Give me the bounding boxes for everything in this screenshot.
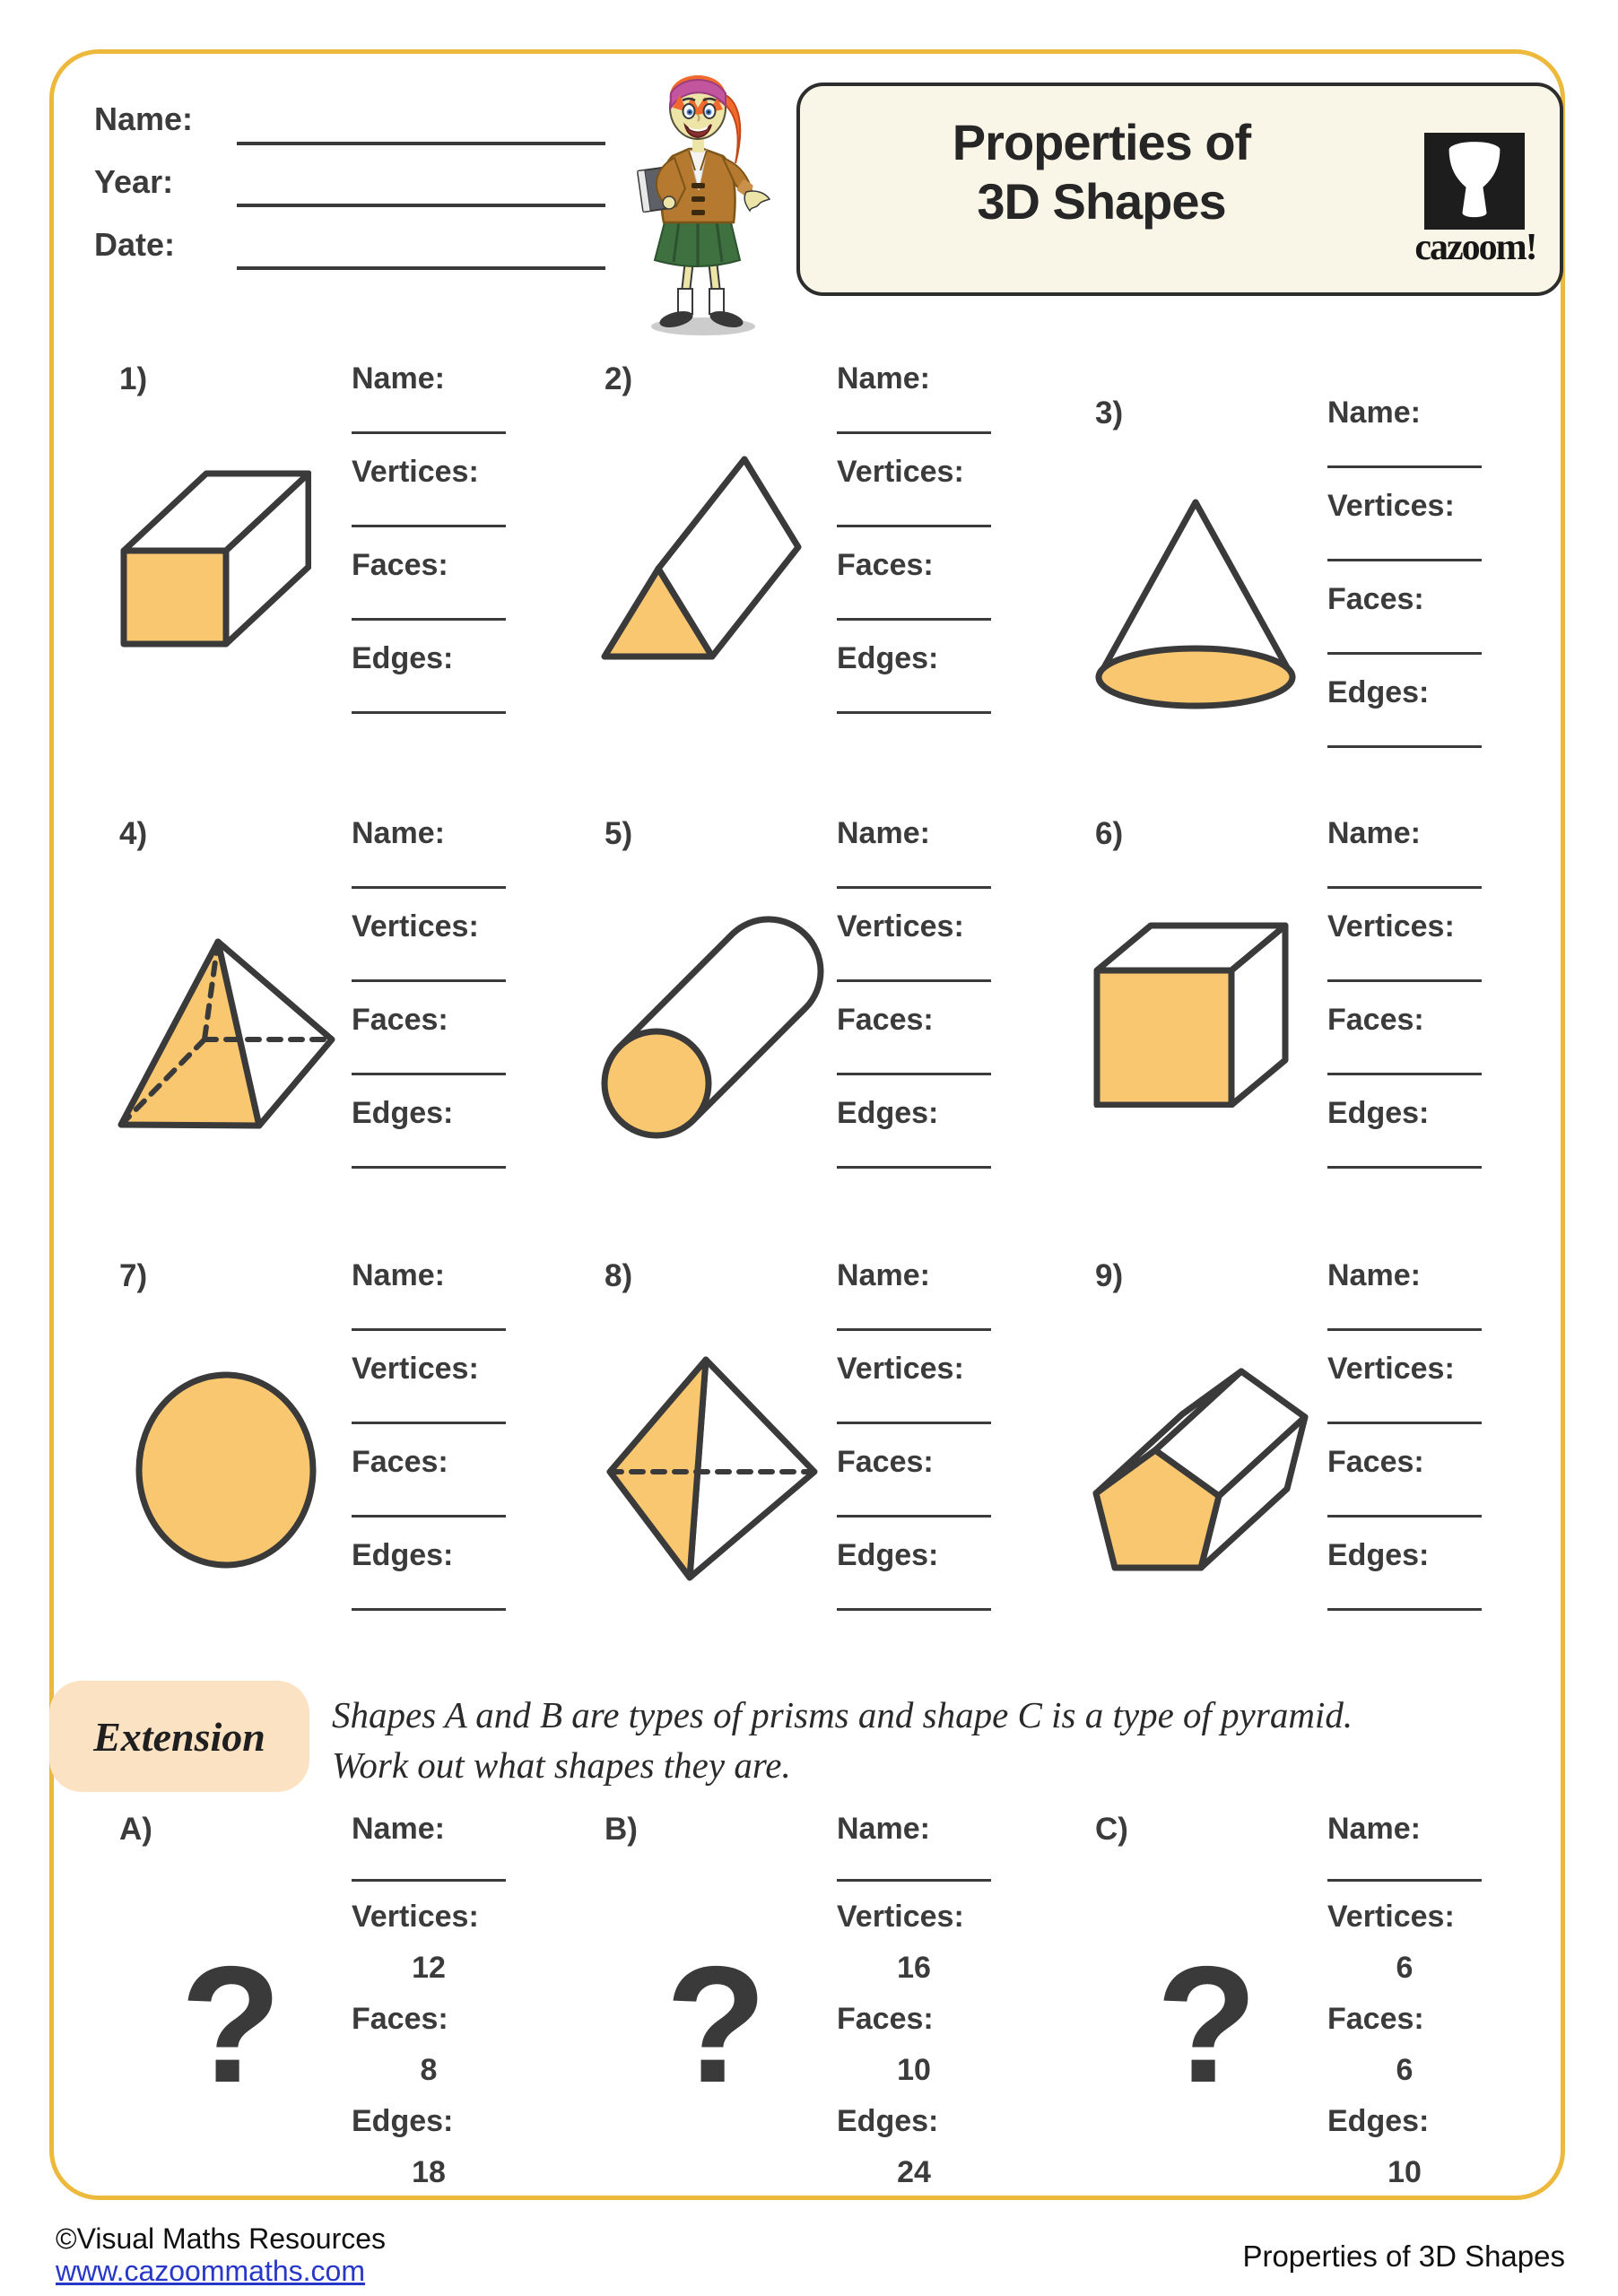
- extension-label: Extension: [93, 1713, 265, 1760]
- faces-label: Faces:: [352, 1003, 448, 1037]
- name-label: Name:: [837, 1258, 930, 1292]
- name-label: Name:: [1327, 816, 1421, 850]
- unknown-shape-symbol: ?: [1155, 1933, 1257, 2118]
- faces-label: Faces:: [837, 1445, 934, 1479]
- vertices-label: Vertices:: [837, 1900, 964, 1934]
- edges-label: Edges:: [1327, 2104, 1430, 2138]
- faces-label: Faces:: [1327, 1445, 1424, 1479]
- question-number: 8): [605, 1258, 633, 1293]
- name-label: Name:: [1327, 1258, 1421, 1292]
- copyright-text: ©Visual Maths Resources: [56, 2222, 387, 2255]
- extension-fields: [1327, 1812, 1482, 2206]
- unknown-shape-symbol: ?: [179, 1933, 282, 2118]
- edges-label: Edges:: [1327, 1538, 1430, 1572]
- faces-label: Faces:: [352, 2002, 448, 2036]
- name-label: Name:: [837, 361, 930, 396]
- edges-value: 18: [412, 2155, 446, 2189]
- vertices-label: Vertices:: [837, 1352, 964, 1386]
- vertices-label: Vertices:: [1327, 489, 1455, 523]
- name-label: Name:: [352, 361, 445, 396]
- faces-value: 10: [897, 2053, 931, 2087]
- unknown-shape-symbol: ?: [665, 1933, 767, 2118]
- name-label: Name:: [1327, 1812, 1421, 1846]
- vertices-label: Vertices:: [1327, 1900, 1455, 1934]
- edges-label: Edges:: [352, 2104, 454, 2138]
- question-number: 3): [1095, 396, 1124, 430]
- faces-value: 6: [1396, 2053, 1414, 2087]
- edges-label: Edges:: [1327, 675, 1430, 709]
- extension-item-number: C): [1095, 1812, 1128, 1847]
- website-link[interactable]: www.cazoommaths.com: [56, 2255, 365, 2287]
- name-label: Name:: [352, 1812, 445, 1846]
- faces-label: Faces:: [352, 548, 448, 582]
- question-number: 7): [119, 1258, 148, 1293]
- vertices-label: Vertices:: [1327, 909, 1455, 944]
- extension-item-number: A): [119, 1812, 152, 1847]
- name-label: Name:: [837, 1812, 930, 1846]
- edges-label: Edges:: [1327, 1096, 1430, 1130]
- vertices-value: 16: [897, 1951, 931, 1985]
- edges-label: Edges:: [352, 1538, 454, 1572]
- faces-value: 8: [420, 2053, 438, 2087]
- vertices-label: Vertices:: [352, 1352, 479, 1386]
- vertices-label: Vertices:: [837, 455, 964, 489]
- answer-line: [1327, 1879, 1482, 1882]
- vertices-label: Vertices:: [352, 909, 479, 944]
- edges-label: Edges:: [837, 2104, 939, 2138]
- cazoom-logo-text: cazoom!: [1414, 227, 1536, 268]
- footer-doc-title: Properties of 3D Shapes: [1242, 2239, 1565, 2273]
- extension-item-number: B): [605, 1812, 638, 1847]
- vertices-label: Vertices:: [352, 1900, 479, 1934]
- date-header-label: Date:: [94, 226, 176, 263]
- edges-label: Edges:: [837, 1538, 939, 1572]
- vertices-label: Vertices:: [352, 455, 479, 489]
- question-number: 6): [1095, 816, 1124, 851]
- edges-label: Edges:: [837, 641, 939, 675]
- faces-label: Faces:: [1327, 582, 1424, 616]
- question-number: 4): [119, 816, 148, 851]
- faces-label: Faces:: [837, 2002, 934, 2036]
- faces-label: Faces:: [1327, 1003, 1424, 1037]
- extension-instruction-line-1: Shapes A and B are types of prisms and shape C is a type of pyramid.: [332, 1694, 1353, 1735]
- question-number: 9): [1095, 1258, 1124, 1293]
- year-header-label: Year:: [94, 163, 174, 200]
- name-label: Name:: [837, 816, 930, 850]
- edges-value: 10: [1387, 2155, 1422, 2189]
- name-label: Name:: [352, 1258, 445, 1292]
- question-number: 1): [119, 361, 148, 396]
- faces-label: Faces:: [837, 548, 934, 582]
- edges-label: Edges:: [352, 1096, 454, 1130]
- question-number: 2): [605, 361, 633, 396]
- faces-label: Faces:: [837, 1003, 934, 1037]
- edges-label: Edges:: [352, 641, 454, 675]
- faces-label: Faces:: [352, 1445, 448, 1479]
- title-line-2: 3D Shapes: [977, 173, 1226, 230]
- name-header-label: Name:: [94, 100, 194, 137]
- question-number: 5): [605, 816, 633, 851]
- extension-instruction-line-2: Work out what shapes they are.: [332, 1744, 791, 1786]
- vertices-value: 6: [1396, 1951, 1414, 1985]
- vertices-value: 12: [412, 1951, 446, 1985]
- edges-value: 24: [897, 2155, 931, 2189]
- title-line-1: Properties of: [952, 114, 1251, 170]
- name-label: Name:: [1327, 396, 1421, 430]
- faces-label: Faces:: [1327, 2002, 1424, 2036]
- vertices-label: Vertices:: [837, 909, 964, 944]
- edges-label: Edges:: [837, 1096, 939, 1130]
- vertices-label: Vertices:: [1327, 1352, 1455, 1386]
- name-label: Name:: [352, 816, 445, 850]
